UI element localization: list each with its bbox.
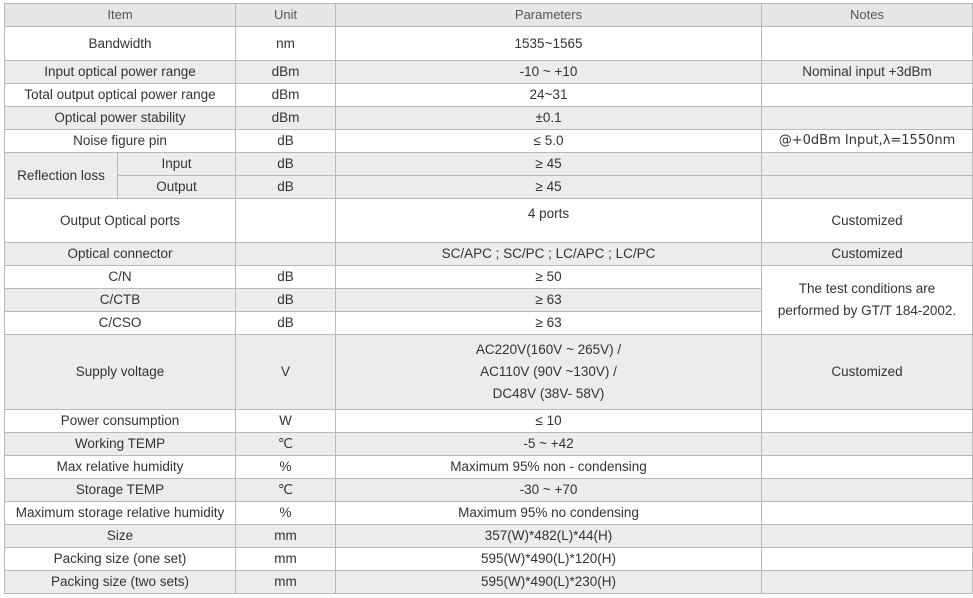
param-cell: ≥ 63 [336, 289, 762, 312]
table-row [5, 479, 973, 502]
table-row [5, 548, 973, 571]
item-cell: Maximum storage relative humidity [5, 502, 236, 525]
note-cell [762, 525, 973, 548]
table-row [5, 176, 973, 199]
param-cell: 595(W)*490(L)*230(H) [336, 571, 762, 594]
note-cell [762, 456, 973, 479]
item-cell: Output Optical ports [5, 199, 236, 243]
param-cell: Maximum 95% no condensing [336, 502, 762, 525]
test-note-line: The test conditions are [798, 281, 936, 296]
unit-cell: dB [236, 130, 336, 153]
header-notes: Notes [762, 4, 973, 27]
param-cell: ≥ 45 [336, 176, 762, 199]
item-cell: Reflection loss [5, 153, 118, 199]
table-row [5, 266, 973, 289]
unit-cell: ℃ [236, 479, 336, 502]
note-cell [762, 433, 973, 456]
item-cell: Packing size (two sets) [5, 571, 236, 594]
supply-line: AC220V(160V ~ 265V) / [475, 342, 622, 357]
note-cell: Customized [762, 243, 973, 266]
item-cell: Bandwidth [5, 27, 236, 61]
unit-cell: dB [236, 289, 336, 312]
item-cell: Total output optical power range [5, 84, 236, 107]
subitem-cell: Input [118, 153, 236, 176]
header-parameters: Parameters [336, 4, 762, 27]
table-row [5, 61, 973, 84]
param-cell: ±0.1 [336, 107, 762, 130]
unit-cell: mm [236, 548, 336, 571]
unit-cell: dB [236, 312, 336, 335]
note-cell [762, 153, 973, 176]
item-cell: Supply voltage [5, 335, 236, 410]
unit-cell: dB [236, 266, 336, 289]
item-cell: C/CSO [5, 312, 236, 335]
unit-cell [236, 243, 336, 266]
item-cell: Power consumption [5, 410, 236, 433]
param-cell: 595(W)*490(L)*120(H) [336, 548, 762, 571]
table-row [5, 433, 973, 456]
param-cell: ≤ 5.0 [336, 130, 762, 153]
item-cell: C/N [5, 266, 236, 289]
note-cell [762, 84, 973, 107]
note-cell [762, 571, 973, 594]
table-row [5, 571, 973, 594]
table-row [5, 107, 973, 130]
note-cell: Customized [762, 335, 973, 410]
param-cell: -5 ~ +42 [336, 433, 762, 456]
unit-cell: dBm [236, 107, 336, 130]
supply-line: AC110V (90V ~130V) / [480, 364, 617, 379]
param-cell: 357(W)*482(L)*44(H) [336, 525, 762, 548]
table-row [5, 27, 973, 61]
table-row [5, 243, 973, 266]
unit-cell: dB [236, 153, 336, 176]
param-cell [336, 335, 762, 410]
unit-cell: W [236, 410, 336, 433]
param-cell: 4 ports [336, 199, 762, 243]
item-cell: Storage TEMP [5, 479, 236, 502]
note-cell [762, 479, 973, 502]
header-row [5, 4, 973, 27]
unit-cell: % [236, 456, 336, 479]
unit-cell: % [236, 502, 336, 525]
unit-cell: V [236, 335, 336, 410]
test-conditions-note [762, 266, 973, 335]
param-cell: 1535~1565 [336, 27, 762, 61]
unit-cell: mm [236, 571, 336, 594]
param-cell: ≥ 45 [336, 153, 762, 176]
param-cell: ≤ 10 [336, 410, 762, 433]
supply-line: DC48V (38V- 58V) [492, 386, 605, 401]
item-cell: Optical connector [5, 243, 236, 266]
item-cell: C/CTB [5, 289, 236, 312]
table-row [5, 335, 973, 410]
unit-cell: dBm [236, 61, 336, 84]
test-note-line: performed by GT/T 184-2002. [777, 303, 957, 318]
note-cell [762, 176, 973, 199]
param-cell: 24~31 [336, 84, 762, 107]
unit-cell: ℃ [236, 433, 336, 456]
table-row [5, 410, 973, 433]
item-cell: Noise figure pin [5, 130, 236, 153]
unit-cell: dB [236, 176, 336, 199]
spec-table [4, 3, 973, 594]
param-cell: ≥ 50 [336, 266, 762, 289]
unit-cell: dBm [236, 84, 336, 107]
header-unit: Unit [236, 4, 336, 27]
table-row [5, 130, 973, 153]
note-cell [762, 27, 973, 61]
param-cell: -10 ~ +10 [336, 61, 762, 84]
note-cell [762, 410, 973, 433]
unit-cell: mm [236, 525, 336, 548]
note-cell: Customized [762, 199, 973, 243]
unit-cell [236, 199, 336, 243]
item-cell: Input optical power range [5, 61, 236, 84]
table-row [5, 502, 973, 525]
note-cell: Nominal input +3dBm [762, 61, 973, 84]
unit-cell: nm [236, 27, 336, 61]
note-cell: @+0dBm Input,λ=1550nm [762, 130, 973, 153]
note-cell [762, 548, 973, 571]
item-cell: Working TEMP [5, 433, 236, 456]
param-cell: Maximum 95% non - condensing [336, 456, 762, 479]
param-cell: ≥ 63 [336, 312, 762, 335]
item-cell: Size [5, 525, 236, 548]
table-row [5, 84, 973, 107]
subitem-cell: Output [118, 176, 236, 199]
header-item: Item [5, 4, 236, 27]
item-cell: Optical power stability [5, 107, 236, 130]
table-row [5, 456, 973, 479]
param-cell: SC/APC ; SC/PC ; LC/APC ; LC/PC [336, 243, 762, 266]
table-row [5, 153, 973, 176]
param-cell: -30 ~ +70 [336, 479, 762, 502]
note-cell [762, 502, 973, 525]
item-cell: Packing size (one set) [5, 548, 236, 571]
note-cell [762, 107, 973, 130]
table-row [5, 525, 973, 548]
table-row [5, 199, 973, 243]
item-cell: Max relative humidity [5, 456, 236, 479]
